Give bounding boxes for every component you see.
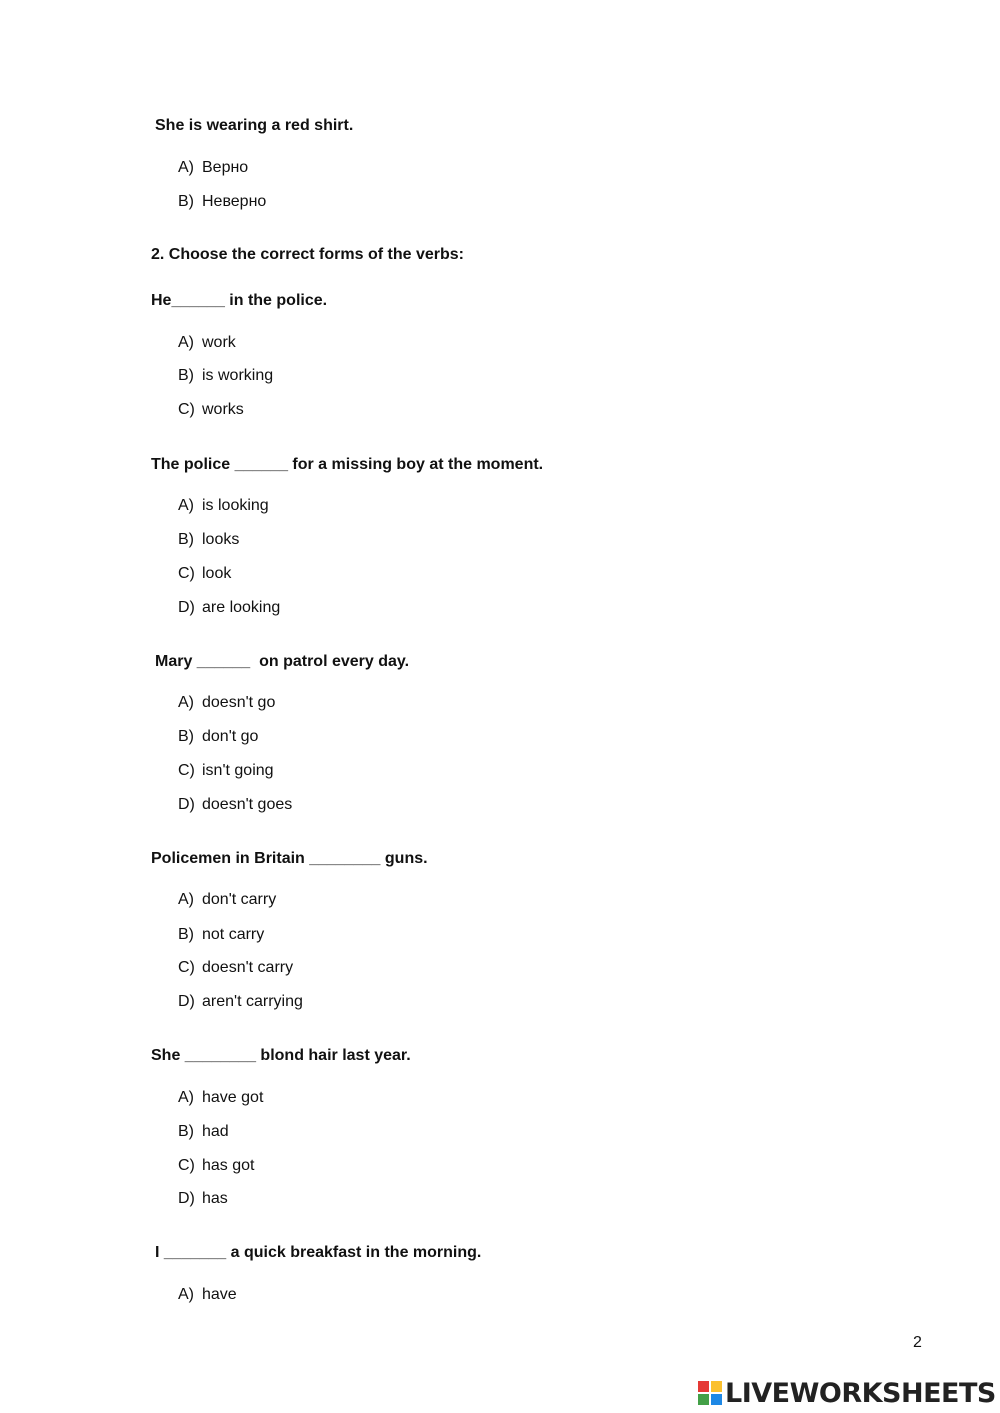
option-d[interactable]: D) are looking xyxy=(178,599,281,616)
logo-blocks-icon xyxy=(698,1381,722,1405)
option-c[interactable]: C) works xyxy=(178,401,244,418)
question-prompt: Policemen in Britain ________ guns. xyxy=(151,850,428,867)
option-d[interactable]: D) aren't carrying xyxy=(178,993,303,1010)
option-b[interactable]: B) is working xyxy=(178,367,274,384)
question-prompt: She ________ blond hair last year. xyxy=(151,1047,411,1064)
page-number: 2 xyxy=(913,1334,922,1351)
option-b[interactable]: B) looks xyxy=(178,531,240,548)
option-a[interactable]: A) work xyxy=(178,334,236,351)
option-a[interactable]: A) have xyxy=(178,1286,237,1303)
option-a[interactable]: A) doesn't go xyxy=(178,694,276,711)
section-heading: 2. Choose the correct forms of the verbs: xyxy=(151,246,464,263)
option-a[interactable]: A) is looking xyxy=(178,497,269,514)
option-c[interactable]: C) isn't going xyxy=(178,762,274,779)
option-b[interactable]: B) don't go xyxy=(178,728,259,745)
option-a[interactable]: A) have got xyxy=(178,1089,264,1106)
option-b[interactable]: B) had xyxy=(178,1123,229,1140)
option-d[interactable]: D) doesn't goes xyxy=(178,796,293,813)
option-d[interactable]: D) has xyxy=(178,1190,228,1207)
question-prompt: She is wearing a red shirt. xyxy=(155,117,354,134)
question-prompt: Mary ______ on patrol every day. xyxy=(155,653,410,670)
option-c[interactable]: C) doesn't carry xyxy=(178,959,294,976)
question-prompt: The police ______ for a missing boy at the moment. xyxy=(151,456,544,473)
liveworksheets-logo[interactable] xyxy=(698,1378,996,1408)
option-b[interactable]: B) Неверно xyxy=(178,193,267,210)
option-a[interactable]: A) Верно xyxy=(178,159,249,176)
option-c[interactable]: C) look xyxy=(178,565,232,582)
option-c[interactable]: C) has got xyxy=(178,1157,255,1174)
question-prompt: I _______ a quick breakfast in the morning. xyxy=(155,1244,482,1261)
brand-name: LIVEWORKSHEETS xyxy=(725,1377,996,1409)
option-b[interactable]: B) not carry xyxy=(178,926,265,943)
question-prompt: He______ in the police. xyxy=(151,292,328,309)
option-a[interactable]: A) don't carry xyxy=(178,891,277,908)
